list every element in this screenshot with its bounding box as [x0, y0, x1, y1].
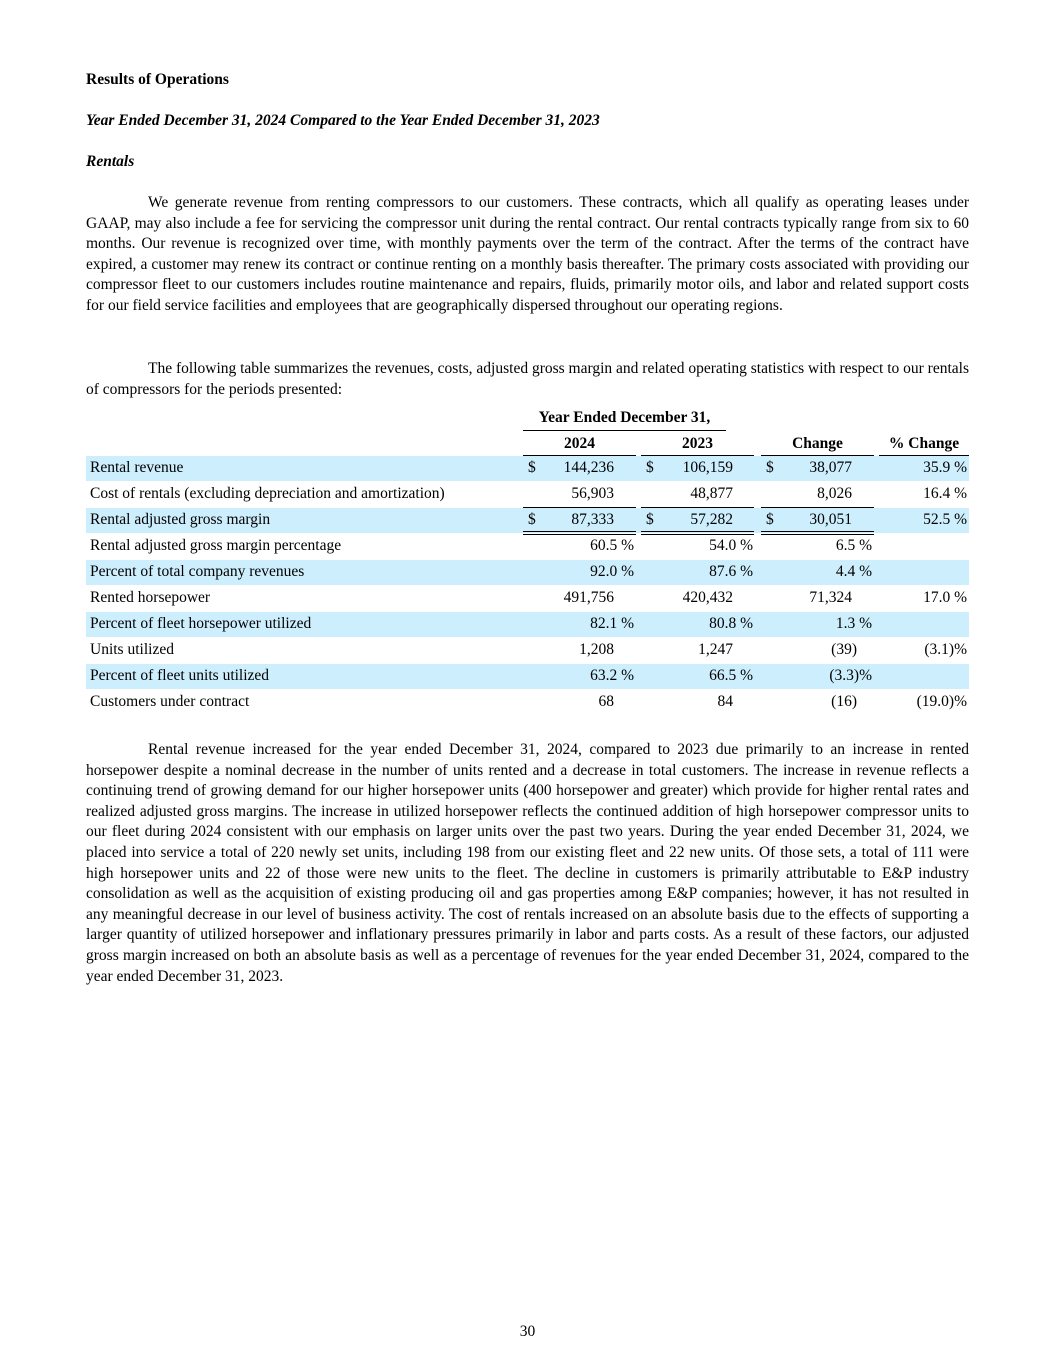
value-2024: 87,333	[571, 511, 614, 528]
table-row	[86, 690, 969, 715]
value-pct-change: 52.5 %	[923, 511, 967, 528]
value-change: 4.4 %	[835, 563, 872, 580]
table-row	[86, 534, 969, 559]
row-label: Percent of fleet units utilized	[90, 667, 270, 684]
row-label: Percent of fleet horsepower utilized	[90, 615, 312, 632]
value-change: (3.3)%	[829, 667, 872, 684]
value-2023: 48,877	[690, 485, 733, 502]
value-2024: 1,208	[579, 641, 614, 658]
value-change: (39)	[831, 641, 857, 658]
value-change: 1.3 %	[835, 615, 872, 632]
currency-symbol: $	[766, 511, 774, 528]
intro-paragraph: We generate revenue from renting compressors to our customers. These contracts, which all qualify as operating leases under GAAP, may also include a fee for servicing the compressor unit during the rental contract. Our rental contracts typically range from six to 60 months. Our revenue is recognized over time, with monthly payments over the term of the contract. After the terms of the contract have expired, a customer may renew its contract or continue renting on a monthly basis thereafter. The primary costs associated with providing our compressor fleet to our customers includes routine maintenance and repairs, fluids, primarily motor oils, and labor and related support costs for our field service facilities and employees that are geographically dispersed throughout our operating regions.	[86, 194, 969, 314]
value-2024: 56,903	[571, 485, 614, 502]
value-change: 6.5 %	[835, 537, 872, 554]
rentals-heading: Rentals	[86, 153, 135, 170]
table-intro-paragraph: The following table summarizes the revenues, costs, adjusted gross margin and related operating statistics with respect to our rentals of compressors for the periods presented:	[86, 360, 969, 398]
col-header-change: Change	[792, 435, 843, 452]
table-row	[86, 560, 969, 585]
row-label: Rental revenue	[90, 459, 184, 476]
value-2023: 57,282	[690, 511, 733, 528]
value-2023: 87.6 %	[709, 563, 753, 580]
page-number: 30	[519, 1323, 536, 1340]
col-header-2024: 2024	[564, 435, 595, 452]
value-change: (16)	[831, 693, 857, 710]
results-heading: Results of Operations	[86, 71, 229, 88]
total-double-underline	[641, 531, 754, 532]
value-pct-change: (19.0)%	[916, 693, 967, 710]
table-row	[86, 638, 969, 663]
currency-symbol: $	[646, 511, 654, 528]
value-2024: 491,756	[563, 589, 614, 606]
value-2023: 84	[717, 693, 733, 710]
table-row	[86, 482, 969, 507]
table-row	[86, 508, 969, 533]
value-2024: 60.5 %	[590, 537, 634, 554]
currency-symbol: $	[528, 459, 536, 476]
value-2023: 420,432	[682, 589, 733, 606]
value-2023: 1,247	[698, 641, 733, 658]
table-row	[86, 664, 969, 689]
col-header-2023: 2023	[682, 435, 713, 452]
value-change: 30,051	[809, 511, 852, 528]
row-label: Rented horsepower	[90, 589, 211, 606]
value-change: 8,026	[817, 485, 852, 502]
group-header-underline	[523, 430, 726, 431]
table-row	[86, 586, 969, 611]
value-change: 71,324	[809, 589, 852, 606]
currency-symbol: $	[646, 459, 654, 476]
row-label: Rental adjusted gross margin percentage	[90, 537, 342, 554]
value-2024: 63.2 %	[590, 667, 634, 684]
value-2024: 144,236	[563, 459, 614, 476]
row-label: Rental adjusted gross margin	[90, 511, 271, 528]
row-label: Percent of total company revenues	[90, 563, 305, 580]
row-label: Customers under contract	[90, 693, 250, 710]
row-label: Units utilized	[90, 641, 174, 658]
value-change: 38,077	[809, 459, 852, 476]
value-2024: 92.0 %	[590, 563, 634, 580]
value-2023: 66.5 %	[709, 667, 753, 684]
table-row	[86, 612, 969, 637]
value-pct-change: 16.4 %	[923, 485, 967, 502]
currency-symbol: $	[766, 459, 774, 476]
currency-symbol: $	[528, 511, 536, 528]
value-2023: 80.8 %	[709, 615, 753, 632]
period-heading: Year Ended December 31, 2024 Compared to the Year Ended December 31, 2023	[86, 112, 600, 129]
total-double-underline	[523, 531, 636, 532]
value-pct-change: 17.0 %	[923, 589, 967, 606]
table-row	[86, 456, 969, 481]
group-header: Year Ended December 31,	[538, 409, 711, 426]
value-pct-change: (3.1)%	[924, 641, 967, 658]
row-label: Cost of rentals (excluding depreciation and amortization)	[90, 485, 445, 502]
value-2023: 54.0 %	[709, 537, 753, 554]
col-header-pct-change: % Change	[888, 435, 960, 452]
value-pct-change: 35.9 %	[923, 459, 967, 476]
analysis-paragraph: Rental revenue increased for the year ended December 31, 2024, compared to 2023 due primarily to an increase in rented horsepower despite a nominal decrease in the number of units rented and a decrease in total customers. The increase in revenue reflects a continuing trend of growing demand for our higher horsepower units (400 horsepower and greater) which provide for higher rental rates and realized adjusted gross margins. The increase in utilized horsepower reflects the continued addition of high horsepower compressor units to our fleet during 2024 consistent with our emphasis on larger units over the past two years. During the year ended December 31, 2024, we placed into service a total of 220 newly set units, including 198 from our existing fleet and 22 new units. Of those sets, a total of 111 were high horsepower units and 22 of those were new units to the fleet. The decline in customers is primarily attributable to E&P industry consolidation as well as the acquisition of existing producing oil and gas properties among E&P companies; however, it has not resulted in any meaningful decrease in our level of business activity. The cost of rentals increased on an absolute basis due to the effects of supporting a larger quantity of utilized horsepower and inflationary pressures primarily in labor and parts costs. As a result of these factors, our adjusted gross margin increased on both an absolute basis as well as a percentage of revenues for the year ended December 31, 2024, compared to the year ended December 31, 2023.	[86, 741, 969, 985]
value-2024: 82.1 %	[590, 615, 634, 632]
value-2023: 106,159	[682, 459, 733, 476]
total-double-underline	[761, 531, 874, 532]
value-2024: 68	[598, 693, 614, 710]
